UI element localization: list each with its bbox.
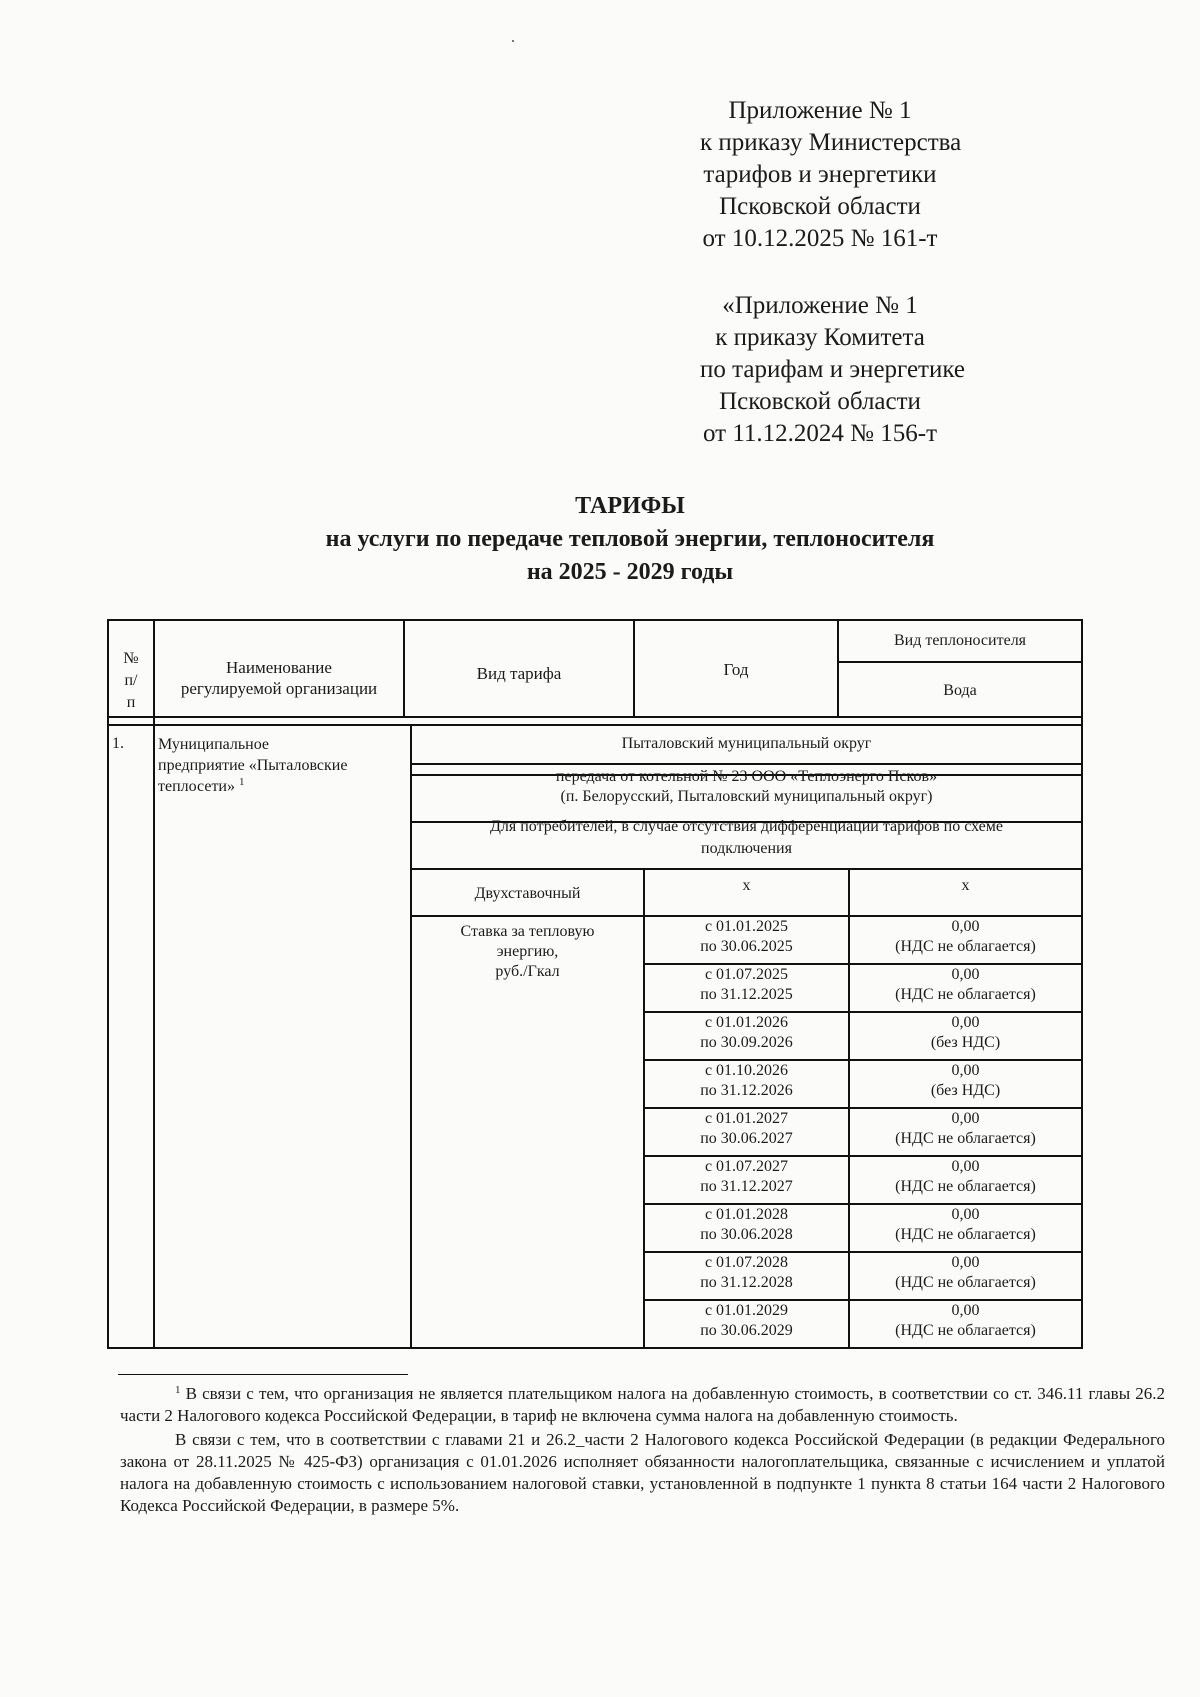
period-from: с 01.01.2025: [704, 918, 789, 935]
source-line: (п. Белорусский, Пыталовский муниципальный округ): [560, 788, 933, 805]
tariff-value-cell: [850, 1301, 1081, 1341]
header-num-line: п: [126, 694, 136, 711]
period-to: по 30.06.2028: [700, 1226, 793, 1243]
period-to: по 31.12.2025: [700, 986, 793, 1003]
title-line: ТАРИФЫ: [575, 493, 685, 519]
tariff-value-cell: [850, 917, 1081, 957]
tariff-vat: (НДС не облагается): [895, 986, 1036, 1003]
tariff-value-cell: [850, 1013, 1081, 1053]
tariff-value-cell: [850, 1253, 1081, 1293]
footnote-1-mark: 1: [175, 1384, 181, 1396]
tariff-vat: (без НДС): [930, 1034, 1001, 1051]
tariff-vat: (без НДС): [930, 1082, 1001, 1099]
tariff-vat: (НДС не облагается): [895, 1130, 1036, 1147]
district-row: Пыталовский муниципальный округ: [621, 735, 872, 752]
header-num-line: №: [123, 650, 139, 667]
source-line: передача от котельной № 23 ООО «Теплоэнерго Псков»: [555, 768, 938, 785]
org-name-end: теплосети»: [158, 778, 235, 795]
period-cell: [645, 1301, 848, 1341]
scan-speck: [512, 40, 514, 42]
table-line: [837, 661, 1083, 663]
period-cell: [645, 965, 848, 1005]
header-num: [109, 648, 153, 714]
tariff-value: 0,00: [951, 1254, 980, 1271]
tariff-value: 0,00: [951, 1302, 980, 1319]
tariff-value-cell: [850, 1061, 1081, 1101]
period-from: с 01.01.2026: [704, 1014, 789, 1031]
table-border-bottom: [107, 1347, 1083, 1349]
consumers-line: подключения: [701, 840, 792, 857]
period-from: с 01.01.2028: [704, 1206, 789, 1223]
tariff-vat: (НДС не облагается): [895, 1178, 1036, 1195]
tariff-vat: (НДС не облагается): [895, 1322, 1036, 1339]
table-line: [153, 619, 155, 1349]
period-to: по 30.09.2026: [700, 1034, 793, 1051]
consumers-row: [412, 816, 1081, 860]
appendix-line: Приложение № 1: [728, 97, 912, 124]
rate-label: [412, 922, 643, 982]
period-to: по 30.06.2029: [700, 1322, 793, 1339]
title-line: на 2025 - 2029 годы: [526, 559, 734, 585]
header-year: Год: [723, 660, 749, 679]
tariff-value: 0,00: [951, 1014, 980, 1031]
appendix-line: от 11.12.2024 № 156-т: [702, 420, 938, 447]
tariff-value-cell: [850, 1157, 1081, 1197]
two-part-label: Двухставочный: [474, 885, 581, 902]
tariff-value-cell: [850, 1109, 1081, 1149]
source-row: [412, 767, 1081, 807]
appendix-line: Псковской области: [719, 388, 921, 415]
rate-line: Ставка за тепловую: [460, 923, 595, 940]
tariff-value: 0,00: [951, 1110, 980, 1127]
table-border-top: [107, 619, 1083, 621]
tariff-vat: (НДС не облагается): [895, 938, 1036, 955]
table-border-left: [107, 619, 109, 1349]
header-carrier-water: Вода: [943, 682, 977, 699]
row-num: 1.: [112, 735, 124, 752]
appendix-line: Псковской области: [719, 193, 921, 220]
appendix-line: к приказу Министерства: [700, 129, 962, 156]
tariff-value: 0,00: [951, 966, 980, 983]
org-line: предприятие «Пыталовские: [158, 757, 348, 774]
tariff-value: 0,00: [951, 1206, 980, 1223]
appendix-line: «Приложение № 1: [722, 292, 918, 319]
period-from: с 01.07.2028: [704, 1254, 789, 1271]
footnote-mark: 1: [239, 776, 245, 788]
footnote-separator: [118, 1374, 408, 1375]
tariff-value-cell: [850, 965, 1081, 1005]
org-line: Муниципальное: [158, 736, 270, 753]
appendix-line: к приказу Комитета: [715, 324, 925, 351]
footnote-1: [120, 1383, 1165, 1427]
footnote-2: В связи с тем, что в соответствии с главами 21 и 26.2_части 2 Налогового кодекса Российской Федерации (в редакции Федерального закона от 28.11.2025 № 425-ФЗ) организация с 01.01.2026 исполняет обязанности налогоплательщика, связанные с исчислением и уплатой налога на добавленную стоимость с использованием налоговой ставки, установленной в подпункте 1 пункта 8 статьи 164 части 2 Налогового Кодекса Российской Федерации, в размере 5%.: [120, 1430, 1165, 1515]
table-line: [107, 724, 1083, 726]
period-from: с 01.10.2026: [704, 1062, 789, 1079]
tariff-value: 0,00: [951, 1158, 980, 1175]
header-tariff-type: Вид тарифа: [476, 664, 562, 683]
org-line: [158, 776, 403, 797]
period-to: по 30.06.2025: [700, 938, 793, 955]
document-title: [0, 490, 1200, 589]
two-part-value: х: [961, 877, 970, 894]
appendix-previous-header: [700, 290, 965, 450]
period-to: по 31.12.2027: [700, 1178, 793, 1195]
appendix-line: по тарифам и энергетике: [700, 356, 965, 383]
period-from: с 01.01.2029: [704, 1302, 789, 1319]
period-cell: [645, 1061, 848, 1101]
table-line: [410, 868, 1083, 870]
period-cell: [645, 1013, 848, 1053]
appendix-header: [700, 95, 962, 255]
row-organization: [158, 734, 403, 797]
period-cell: [645, 1205, 848, 1245]
title-line: на услуги по передаче тепловой энергии, теплоносителя: [325, 526, 935, 552]
header-carrier-type: Вид теплоносителя: [893, 632, 1027, 649]
tariff-vat: (НДС не облагается): [895, 1274, 1036, 1291]
period-to: по 30.06.2027: [700, 1130, 793, 1147]
tariff-value: 0,00: [951, 918, 980, 935]
tariff-value-cell: [850, 1205, 1081, 1245]
table-border-right: [1081, 619, 1083, 1349]
header-org-line: Наименование: [226, 658, 332, 677]
appendix-line: тарифов и энергетики: [703, 161, 937, 188]
tariff-value: 0,00: [951, 1062, 980, 1079]
period-cell: [645, 1109, 848, 1149]
header-org-line: регулируемой организации: [180, 679, 378, 698]
rate-line: энергию,: [496, 943, 559, 960]
period-cell: [645, 1253, 848, 1293]
period-from: с 01.01.2027: [704, 1110, 789, 1127]
period-from: с 01.07.2027: [704, 1158, 789, 1175]
table-line: [410, 763, 1083, 765]
footnotes: [120, 1383, 1165, 1517]
rate-line: руб./Гкал: [495, 963, 560, 980]
period-from: с 01.07.2025: [704, 966, 789, 983]
consumers-line: Для потребителей, в случае отсутствия дифференциации тарифов по схеме: [489, 818, 1004, 835]
header-num-line: п/: [124, 672, 138, 689]
two-part-year: х: [742, 877, 751, 894]
header-organization: [155, 657, 403, 699]
tariff-vat: (НДС не облагается): [895, 1226, 1036, 1243]
period-cell: [645, 1157, 848, 1197]
period-to: по 31.12.2026: [700, 1082, 793, 1099]
appendix-line: от 10.12.2025 № 161-т: [702, 225, 938, 252]
period-cell: [645, 917, 848, 957]
period-to: по 31.12.2028: [700, 1274, 793, 1291]
footnote-1-text: В связи с тем, что организация не является плательщиком налога на добавленную стоимость, в соответствии со ст. 346.11 главы 26.2 части 2 Налогового кодекса Российской Федерации, в тариф не включена сумма налога на добавленную стоимость.: [120, 1384, 1166, 1425]
table-line: [107, 716, 1083, 718]
